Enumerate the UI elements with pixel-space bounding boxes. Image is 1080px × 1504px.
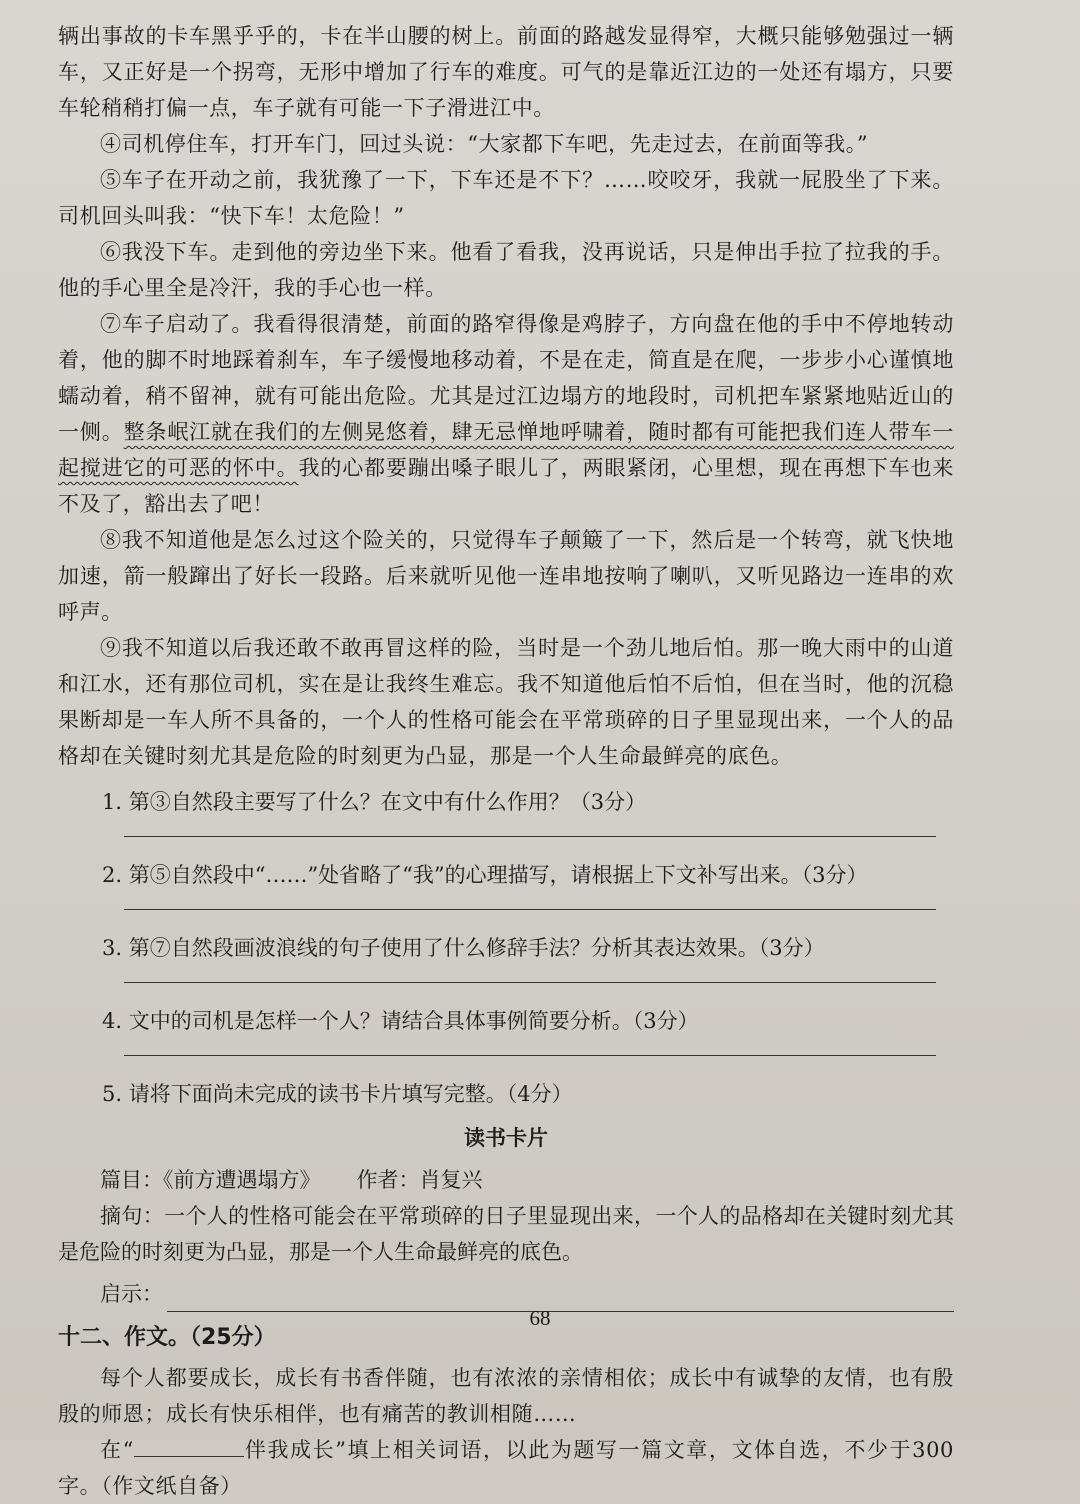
paragraph-7-end: 我的心都要蹦出嗓子眼儿了，两眼紧闭，心里想，现在再想下车也来不及了，豁出去了吧！ [58,456,954,516]
question-1: 1. 第③自然段主要写了什么？在文中有什么作用？（3分） [102,790,647,814]
reading-card-title: 读书卡片 [464,1125,548,1150]
story-paragraph-5: ⑤车子在开动之前，我犹豫了一下，下车还是不下？……咬咬牙，我就一屁股坐了下来。司机回头叫我：“快下车！太危险！” [58,168,954,228]
card-inspiration-label: 启示： [100,1282,163,1306]
instruction-after: 伴我成长”填上相关词语，以此为题写一篇文章，文体自选，不少于300字。（作文纸自备） [58,1438,954,1498]
card-excerpt: 摘句：一个人的性格可能会在平常琐碎的日子里显现出来，一个人的品格却在关键时刻尤其是危险的时刻更为凸显，那是一个人生命最鲜亮的底色。 [58,1204,954,1264]
story-paragraph-8: ⑧我不知道他是怎么过这个险关的，只觉得车子颠簸了一下，然后是一个转弯，就飞快地加速，箭一般蹿出了好长一段路。后来就听见他一连串地按响了喇叭，又听见路边一连串的欢呼声。 [58,528,954,624]
story-paragraph-6: ⑥我没下车。走到他的旁边坐下来。他看了看我，没再说话，只是伸出手拉了拉我的手。他的手心里全是冷汗，我的手心也一样。 [58,240,954,300]
instruction-before: 在“ [100,1438,134,1462]
question-3: 3. 第⑦自然段画波浪线的句子使用了什么修辞手法？分析其表达效果。（3分） [102,936,825,960]
title-fill-blank[interactable] [134,1434,244,1457]
answer-line-1[interactable] [124,836,936,837]
question-2: 2. 第⑤自然段中“……”处省略了“我”的心理描写，请根据上下文补写出来。（3分） [102,863,868,887]
question-4: 4. 文中的司机是怎样一个人？请结合具体事例简要分析。（3分） [102,1009,699,1033]
page-number: 68 [529,1306,551,1330]
answer-line-2[interactable] [124,909,936,910]
story-paragraph-7 [58,306,954,522]
reading-card [58,1120,954,1312]
answer-line-3[interactable] [124,982,936,983]
paragraph-7-start: ⑦车子启动了。我看得很清楚，前面的路窄得像是鸡脖子，方向盘在他的手中不停地转动着，他的脚不时地踩着刹车，车子缓慢地移动着，不是在走，简直是在爬，一步步小心谨慎地蠕动着，稍不留神，就有可能出危险。尤其是过江边塌方的地段时，司机把车紧紧地贴近山的一侧。 [58,312,954,444]
card-article: 篇目：《前方遭遇塌方》 [100,1168,321,1192]
questions-section [58,784,954,1112]
answer-line-4[interactable] [124,1055,936,1056]
composition-instruction [58,1432,954,1504]
story-paragraph-3-continued: 辆出事故的卡车黑乎乎的，卡在半山腰的树上。前面的路越发显得窄，大概只能够勉强过一辆车，又正好是一个拐弯，无形中增加了行车的难度。可气的是靠近江边的一处还有塌方，只要车轮稍稍打偏一点，车子就有可能一下子滑进江中。 [58,24,954,120]
story-paragraph-9: ⑨我不知道以后我还敢不敢再冒这样的险，当时是一个劲儿地后怕。那一晚大雨中的山道和江水，还有那位司机，实在是让我终生难忘。我不知道他后怕不后怕，但在当时，他的沉稳果断却是一车人所不具备的，一个人的性格可能会在平常琐碎的日子里显现出来，一个人的品格却在关键时刻尤其是危险的时刻更为凸显，那是一个人生命最鲜亮的底色。 [58,636,954,768]
story-paragraph-4: ④司机停住车，打开车门，回过头说：“大家都下车吧，先走过去，在前面等我。” [100,132,869,156]
wavy-underlined-sentence: 整条岷江就在我们的左侧晃悠着，肆无忌惮地呼啸着，随时都有可能把我们连人带车一起搅进它的可恶的怀中。 [58,420,955,480]
composition-title: 十二、作文。（25分） [58,1325,276,1350]
page-content [58,18,954,1504]
composition-prompt: 每个人都要成长，成长有书香伴随，也有浓浓的亲情相依；成长中有诚挚的友情，也有殷殷的师恩；成长有快乐相伴，也有痛苦的教训相随…… [58,1366,954,1426]
card-author: 作者：肖复兴 [356,1168,483,1192]
reading-card-meta [58,1162,954,1198]
question-5: 5. 请将下面尚未完成的读书卡片填写完整。（4分） [102,1082,573,1106]
